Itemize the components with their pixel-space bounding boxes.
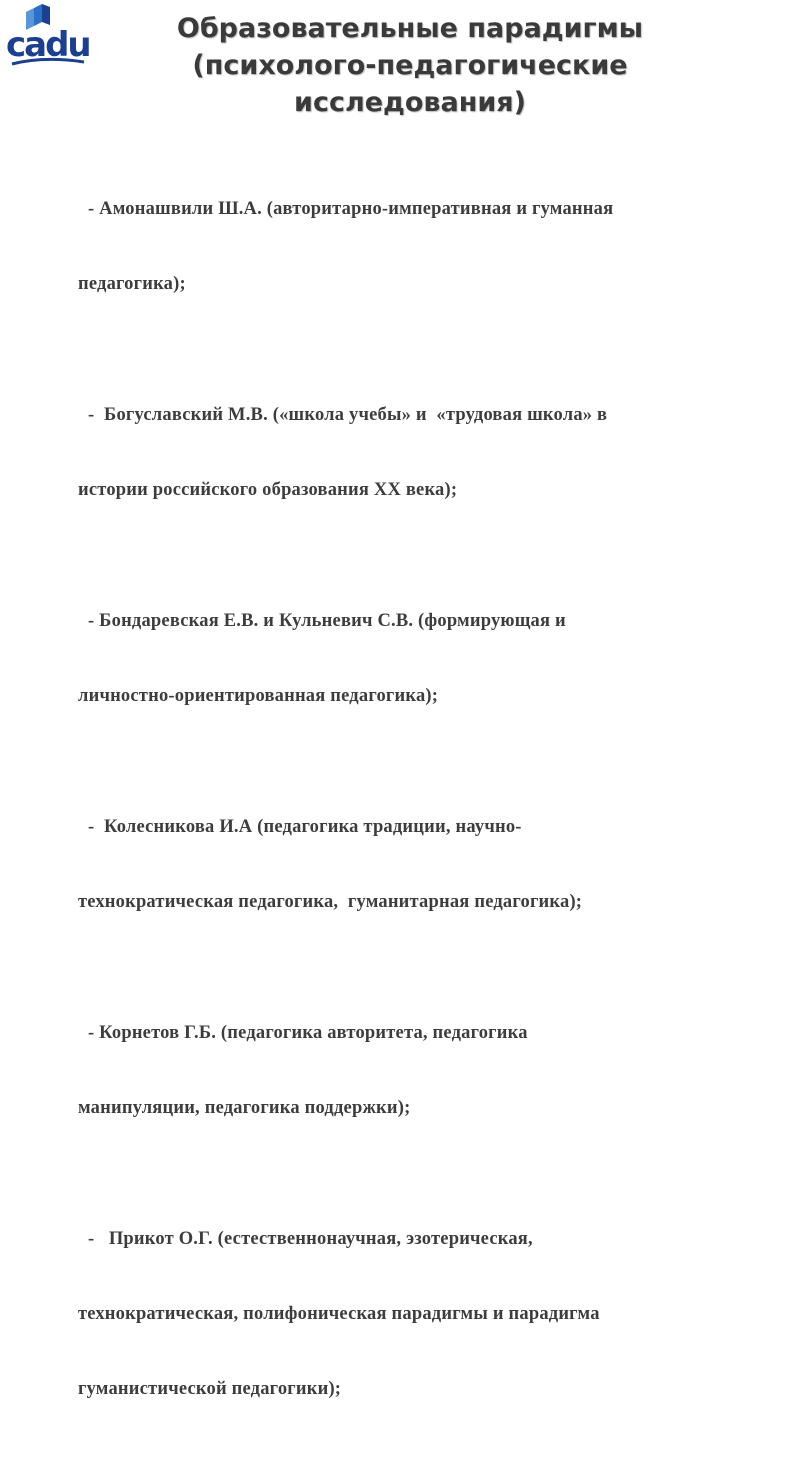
paradigm-list	[78, 147, 738, 1458]
list-item-line: - Богуславский М.В. («школа учебы» и «трудовая школа» в	[88, 405, 608, 425]
list-item	[78, 765, 738, 965]
list-item	[78, 971, 738, 1171]
list-item	[78, 353, 738, 553]
list-item-line: - Корнетов Г.Б. (педагогика авторитета, педагогика	[88, 1023, 528, 1043]
cadu-logo	[4, 4, 90, 68]
list-item-line: - Амонашвили Ш.А. (авторитарно-императивная и гуманная	[88, 199, 614, 219]
list-item-line: - Бондаревская Е.В. и Кульневич С.В. (формирующая и	[88, 611, 566, 631]
slide-title	[110, 10, 710, 121]
list-item	[78, 1177, 738, 1452]
list-item-line: - Прикот О.Г. (естественнонаучная, эзотерическая,	[88, 1229, 533, 1249]
list-item-line: личностно-ориентированная педагогика);	[78, 686, 439, 706]
list-item-line: гуманистической педагогики);	[78, 1379, 342, 1399]
title-line-1: Образовательные парадигмы	[176, 13, 644, 44]
list-item	[78, 559, 738, 759]
title-line-3: исследования)	[294, 87, 526, 118]
title-line-2: (психолого-педагогические	[192, 50, 628, 81]
list-item-line: истории российского образования ХХ века);	[78, 480, 458, 500]
cadu-logo-graphic	[4, 4, 90, 68]
list-item-line: технократическая педагогика, гуманитарная педагогика);	[78, 892, 583, 912]
list-item-line: технократическая, полифоническая парадигмы и парадигма	[78, 1304, 600, 1324]
list-item-line: педагогика);	[78, 274, 186, 294]
logo-text: cadu	[6, 25, 90, 65]
list-item-line: - Колесникова И.А (педагогика традиции, научно-	[88, 817, 522, 837]
list-item-line: манипуляции, педагогика поддержки);	[78, 1098, 411, 1118]
list-item	[78, 147, 738, 347]
